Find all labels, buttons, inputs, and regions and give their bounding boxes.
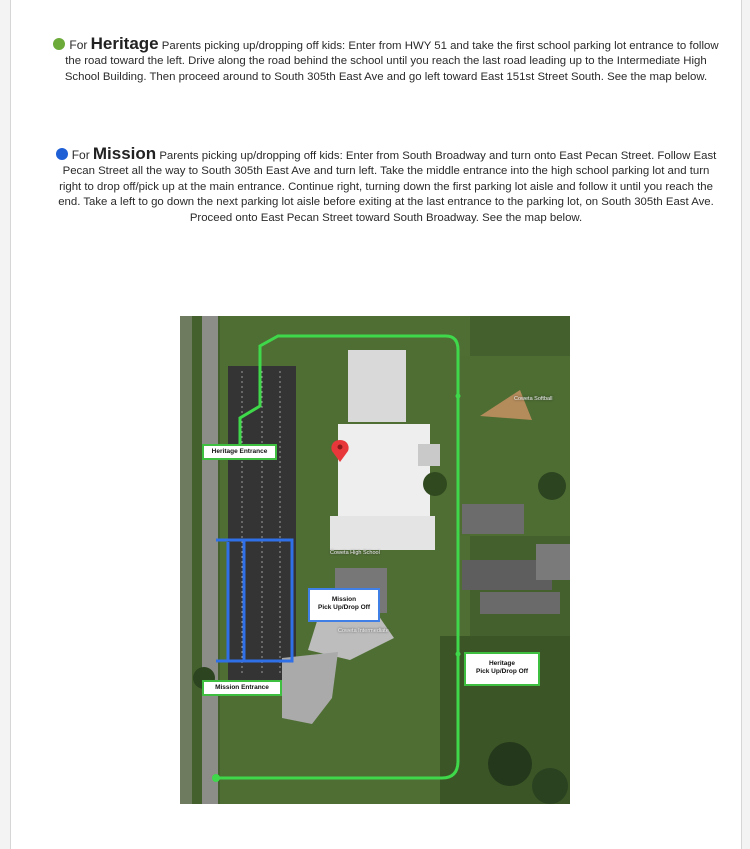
- mission-for: For: [71, 148, 90, 162]
- mission-title: Mission: [92, 144, 157, 163]
- mission-pickup-label: [308, 588, 380, 622]
- softball-place-label: Coweta Softball: [514, 396, 553, 402]
- mission-text: Parents picking up/dropping off kids: Enter from South Broadway and turn onto East Pecan Street. Follow East Pecan Street all the way to South 305th East Ave and turn left. Take the middle entrance into the high school parking lot and turn right to drop off/pick up at the main entrance. Continue right, turning down the first parking lot aisle and follow it until you reach the end. Take a left to go down the next parking lot aisle before exiting at the last entrance to the parking lot, on South 305th East Ave. Proceed onto East Pecan Street toward South Broadway. See the map below.: [58, 150, 717, 224]
- heritage-pickup-line2: Pick Up/Drop Off: [475, 668, 528, 675]
- high-school-place-label: Coweta High School: [330, 550, 380, 556]
- heritage-paragraph: [51, 36, 721, 85]
- mission-dot-icon: [56, 148, 68, 160]
- heritage-title: Heritage: [90, 34, 159, 53]
- intermediate-place-label: Coweta Intermediate: [338, 628, 389, 634]
- heritage-pickup-label: [464, 652, 540, 686]
- heritage-pickup-line1: Heritage: [488, 660, 515, 667]
- map-graphic: [180, 316, 570, 804]
- heritage-entrance-label: Heritage Entrance: [202, 444, 277, 460]
- heritage-for: For: [69, 38, 88, 52]
- mission-pickup-line2: Pick Up/Drop Off: [317, 604, 370, 611]
- mission-paragraph: [51, 146, 721, 226]
- heritage-exit-point: [212, 774, 220, 782]
- building-north: [348, 350, 406, 422]
- highway-road: [202, 316, 218, 804]
- mission-pickup-line1: Mission: [331, 596, 357, 603]
- heritage-dot-icon: [53, 38, 65, 50]
- mission-entrance-label: Mission Entrance: [202, 680, 282, 696]
- heritage-text: Parents picking up/dropping off kids: Enter from HWY 51 and take the first school parking lot entrance to follow the road toward the left. Drive along the road behind the school until you reach the last road leading up to the Intermediate High School Building. Then proceed around to South 305th East Ave and go left toward East 151st Street South. See the map below.: [64, 40, 719, 83]
- campus-map: [180, 316, 570, 804]
